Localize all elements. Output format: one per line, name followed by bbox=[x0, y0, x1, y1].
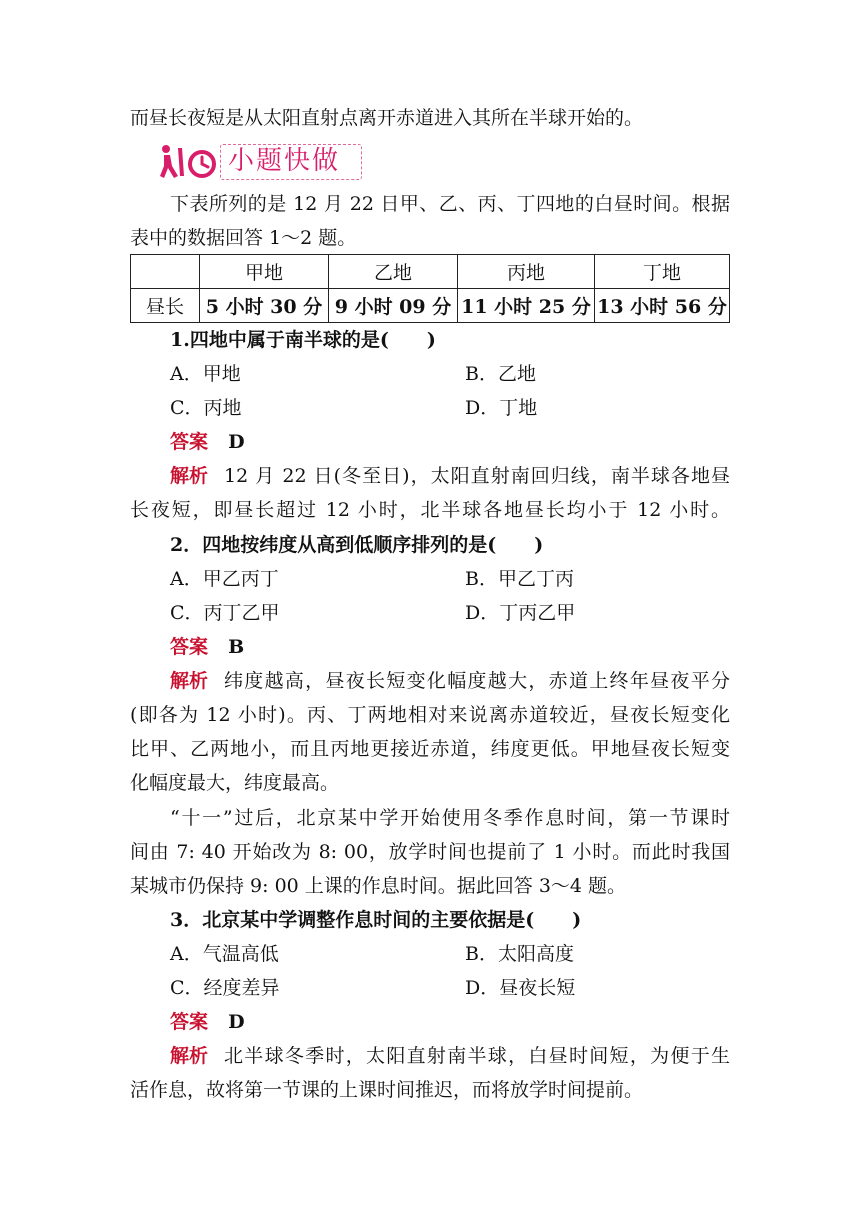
q2-analysis-line4: 化幅度最大，纬度最高。 bbox=[130, 772, 340, 794]
table-header-cell: 乙地 bbox=[329, 255, 458, 289]
analysis-label: 解析 bbox=[170, 1045, 209, 1067]
q3-analysis-text: 北半球冬季时，太阳直射南半球，白昼时间短，为便于生 bbox=[224, 1045, 730, 1067]
table-header-cell bbox=[131, 255, 200, 289]
answer-label: 答案 bbox=[170, 636, 209, 658]
q2-answer: B bbox=[228, 636, 245, 658]
table-row bbox=[131, 289, 730, 323]
daylight-table bbox=[130, 254, 730, 323]
q1-stem: 1.四地中属于南半球的是( ) bbox=[170, 329, 436, 351]
table-header-cell: 甲地 bbox=[200, 255, 329, 289]
banner-label: 小题快做 bbox=[228, 146, 341, 176]
running-clock-icon bbox=[158, 140, 222, 184]
q2-option-d: D．丁丙乙甲 bbox=[465, 602, 576, 624]
analysis-label: 解析 bbox=[170, 465, 209, 487]
q3-option-b: B．太阳高度 bbox=[465, 943, 574, 965]
q3-analysis-line1 bbox=[170, 1044, 730, 1068]
table-header-row bbox=[131, 255, 730, 289]
passage1-line1: 下表所列的是 12 月 22 日甲、乙、丙、丁四地的白昼时间。根据 bbox=[170, 193, 730, 215]
q3-option-c: C．经度差异 bbox=[170, 977, 280, 999]
q1-analysis-line1 bbox=[170, 464, 730, 488]
q1-option-d: D．丁地 bbox=[465, 397, 538, 419]
answer-label: 答案 bbox=[170, 431, 209, 453]
section-banner bbox=[158, 140, 363, 184]
q3-option-d: D．昼夜长短 bbox=[465, 977, 576, 999]
q3-stem: 3．北京某中学调整作息时间的主要依据是( ) bbox=[170, 909, 582, 931]
table-cell: 11 小时 25 分 bbox=[458, 289, 595, 323]
q1-analysis-line2: 长夜短，即昼长超过 12 小时，北半球各地昼长均小于 12 小时。 bbox=[130, 499, 730, 521]
passage1-line2: 表中的数据回答 1～2 题。 bbox=[130, 227, 357, 249]
analysis-label: 解析 bbox=[170, 670, 209, 692]
q3-answer-line bbox=[170, 1010, 245, 1034]
q2-answer-line bbox=[170, 635, 244, 659]
q1-answer: D bbox=[228, 431, 245, 453]
q1-analysis-text: 12 月 22 日(冬至日)，太阳直射南回归线，南半球各地昼 bbox=[224, 465, 730, 487]
answer-label: 答案 bbox=[170, 1011, 209, 1033]
passage2-line3: 某城市仍保持 9: 00 上课的作息时间。据此回答 3～4 题。 bbox=[130, 875, 627, 897]
q2-analysis-line3: 比甲、乙两地小，而且丙地更接近赤道，纬度更低。甲地昼夜长短变 bbox=[130, 738, 730, 760]
table-cell: 13 小时 56 分 bbox=[595, 289, 730, 323]
q2-option-c: C．丙丁乙甲 bbox=[170, 602, 280, 624]
q2-analysis-text: 纬度越高，昼夜长短变化幅度越大，赤道上终年昼夜平分 bbox=[224, 670, 730, 692]
q1-answer-line bbox=[170, 430, 245, 454]
q2-option-a: A．甲乙丙丁 bbox=[170, 568, 279, 590]
q3-answer: D bbox=[228, 1011, 245, 1033]
table-cell: 5 小时 30 分 bbox=[200, 289, 329, 323]
q2-analysis-line1 bbox=[170, 669, 730, 693]
table-row-label: 昼长 bbox=[131, 289, 200, 323]
q2-stem: 2．四地按纬度从高到低顺序排列的是( ) bbox=[170, 534, 544, 556]
q2-option-b: B．甲乙丁丙 bbox=[465, 568, 574, 590]
q3-analysis-line2: 活作息，故将第一节课的上课时间推迟，而将放学时间提前。 bbox=[130, 1079, 644, 1101]
passage2-line1: “十一”过后，北京某中学开始使用冬季作息时间，第一节课时 bbox=[170, 807, 730, 829]
passage2-line2: 间由 7: 40 开始改为 8: 00，放学时间也提前了 1 小时。而此时我国 bbox=[130, 841, 730, 863]
table-header-cell: 丙地 bbox=[458, 255, 595, 289]
q1-option-a: A．甲地 bbox=[170, 363, 241, 385]
q1-option-c: C．丙地 bbox=[170, 397, 242, 419]
q2-analysis-line2: (即各为 12 小时)。丙、丁两地相对来说离赤道较近，昼夜长短变化 bbox=[130, 704, 730, 726]
table-cell: 9 小时 09 分 bbox=[329, 289, 458, 323]
intro-line: 而昼长夜短是从太阳直射点离开赤道进入其所在半球开始的。 bbox=[130, 107, 644, 129]
table-header-cell: 丁地 bbox=[595, 255, 730, 289]
q3-option-a: A．气温高低 bbox=[170, 943, 279, 965]
q1-option-b: B．乙地 bbox=[465, 363, 536, 385]
